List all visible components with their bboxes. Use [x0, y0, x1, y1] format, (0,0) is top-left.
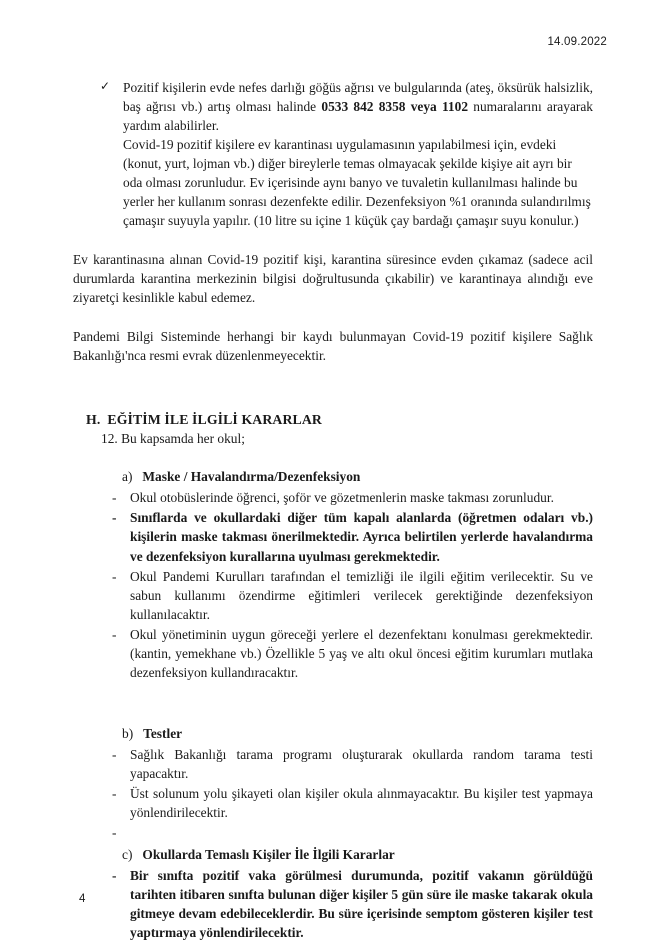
subsection-a-heading — [122, 469, 670, 485]
list-item — [112, 784, 593, 822]
list-item — [112, 866, 593, 942]
document-date: 14.09.2022 — [547, 36, 607, 48]
checkmark-item — [100, 78, 593, 135]
body-paragraph-quarantine-text: Ev karantinasına alınan Covid-19 pozitif kişi, karantina süresince evden çıkamaz (sadece acil durumlarda karantina merkezinin bilgisi doğrultusunda çıkabilir) ve karantinaya alındığı eve ziyaretçi kesinlikle kabul edemez. — [73, 252, 593, 306]
list-item-text: Sınıflarda ve okullardaki diğer tüm kapalı alanlarda (öğretmen odaları vb.) kişilerin maske takması önerilmektedir. Ayrıca belirtilen yerlerde havalandırma ve dezenfeksiyon kurallarına uyulması gerekmektedir. — [130, 510, 593, 564]
body-paragraph-quarantine — [73, 250, 593, 307]
checkmark-icon: ✓ — [100, 79, 111, 93]
subsection-b-title: Testler — [143, 725, 183, 741]
dash-bullet-icon: - — [112, 824, 117, 840]
subsection-a-bullets — [112, 488, 593, 681]
body-paragraph-records — [73, 327, 593, 365]
dash-bullet-icon: - — [112, 510, 117, 526]
list-item — [112, 823, 593, 841]
subsection-b-bullets — [112, 745, 593, 841]
dash-bullet-icon: - — [112, 746, 117, 762]
list-item — [112, 488, 593, 507]
checkmark-item-text — [123, 78, 593, 135]
checkmark-text-part1: Pozitif kişilerin evde nefes darlığı göğüs ağrısı ve bulgularında (ateş, öksürük halsizlik, baş ağrısı vb.) artış olması halinde — [123, 80, 593, 115]
list-item — [112, 508, 593, 565]
numbered-item-12: 12. Bu kapsamda her okul; — [101, 431, 245, 447]
list-item — [112, 567, 593, 624]
checkmark-block — [100, 78, 593, 230]
subsection-a-title: Maske / Havalandırma/Dezenfeksiyon — [142, 469, 361, 485]
dash-bullet-icon: - — [112, 626, 117, 642]
subsection-b-label: b) — [122, 725, 134, 741]
list-item-text: Okul Pandemi Kurulları tarafından el temizliği ile ilgili eğitim verilecektir. Su ve sabun kullanımı özendirme eğitimleri verilecek gerektiğinde dezenfeksiyon kullanılacaktır. — [130, 568, 593, 622]
list-item — [112, 745, 593, 783]
list-item-text: Okul otobüslerinde öğrenci, şoför ve gözetmenlerin maske takması zorunludur. — [130, 490, 554, 506]
subsection-c-title: Okullarda Temaslı Kişiler İle İlgili Kararlar — [142, 846, 395, 862]
spacer — [0, 682, 670, 704]
section-title: EĞİTİM İLE İLGİLİ KARARLAR — [107, 412, 322, 428]
body-paragraph-records-text: Pandemi Bilgi Sisteminde herhangi bir kaydı bulunmayan Covid-19 pozitif kişilere Sağlık Bakanlığı'nca resmi evrak düzenlenmeyecektir. — [73, 329, 593, 364]
subsection-c-heading — [122, 847, 670, 863]
subsection-c-label: c) — [122, 846, 133, 862]
list-item-text: Sağlık Bakanlığı tarama programı oluşturarak okullarda random tarama testi yapacaktır. — [130, 746, 593, 781]
emergency-phone-numbers: 0533 842 8358 veya 1102 — [321, 99, 469, 115]
list-item-text: Üst solunum yolu şikayeti olan kişiler okula alınmayacaktır. Bu kişiler test yapmaya yönlendirilecektir. — [130, 785, 593, 820]
dash-bullet-icon: - — [112, 490, 117, 506]
list-item-text: Bir sınıfta pozitif vaka görülmesi durumunda, pozitif vakanın görüldüğü tarihten itibaren sınıfta bulunan diğer kişiler 5 gün süre ile maske takarak okula gitmeye devam edebileceklerdir. Bu süre içerisinde semptom gösteren kişiler test yaptırmaya yönlendirilecektir. — [130, 867, 593, 940]
document-content — [0, 78, 670, 942]
checkmark-continuation — [100, 135, 593, 230]
dash-bullet-icon: - — [112, 867, 117, 883]
checkmark-continuation-text: Covid-19 pozitif kişilere ev karantinası uygulamasının yapılabilmesi için, evdeki (konut, yurt, lojman vb.) diğer bireylerle temas olmayacak şekilde kişiye ait ayrı bir oda olması zorunludur. Ev içerisinde aynı banyo ve tuvaletin kullanılması halinde bu yerler her kullanım sonrası dezenfekte edilir. Dezenfeksiyon %1 oranında sulandırılmış çamaşır suyuyla yapılır. (10 litre su içine 1 küçük çay bardağı çamaşır suyu konulur.) — [123, 137, 591, 229]
list-item-text: Okul yönetiminin uygun göreceği yerlere el dezenfektanı konulması gerekmektedir. (kantin, yemekhane vb.) Özellikle 5 yaş ve altı okul öncesi eğitim kurumları mutlaka dezenfeksiyon kullandıracaktır. — [130, 626, 593, 680]
section-letter: H. — [86, 412, 101, 428]
dash-bullet-icon: - — [112, 568, 117, 584]
subsection-c-bullets — [112, 866, 593, 942]
dash-bullet-icon: - — [112, 785, 117, 801]
subsection-a-label: a) — [122, 469, 133, 485]
subsection-b-heading — [122, 726, 670, 742]
list-item — [112, 625, 593, 682]
section-heading-education — [86, 412, 670, 428]
page-number: 4 — [79, 893, 86, 905]
checkmark-text-part2: numaralarını arayarak yardım alabilirler. — [123, 99, 593, 134]
